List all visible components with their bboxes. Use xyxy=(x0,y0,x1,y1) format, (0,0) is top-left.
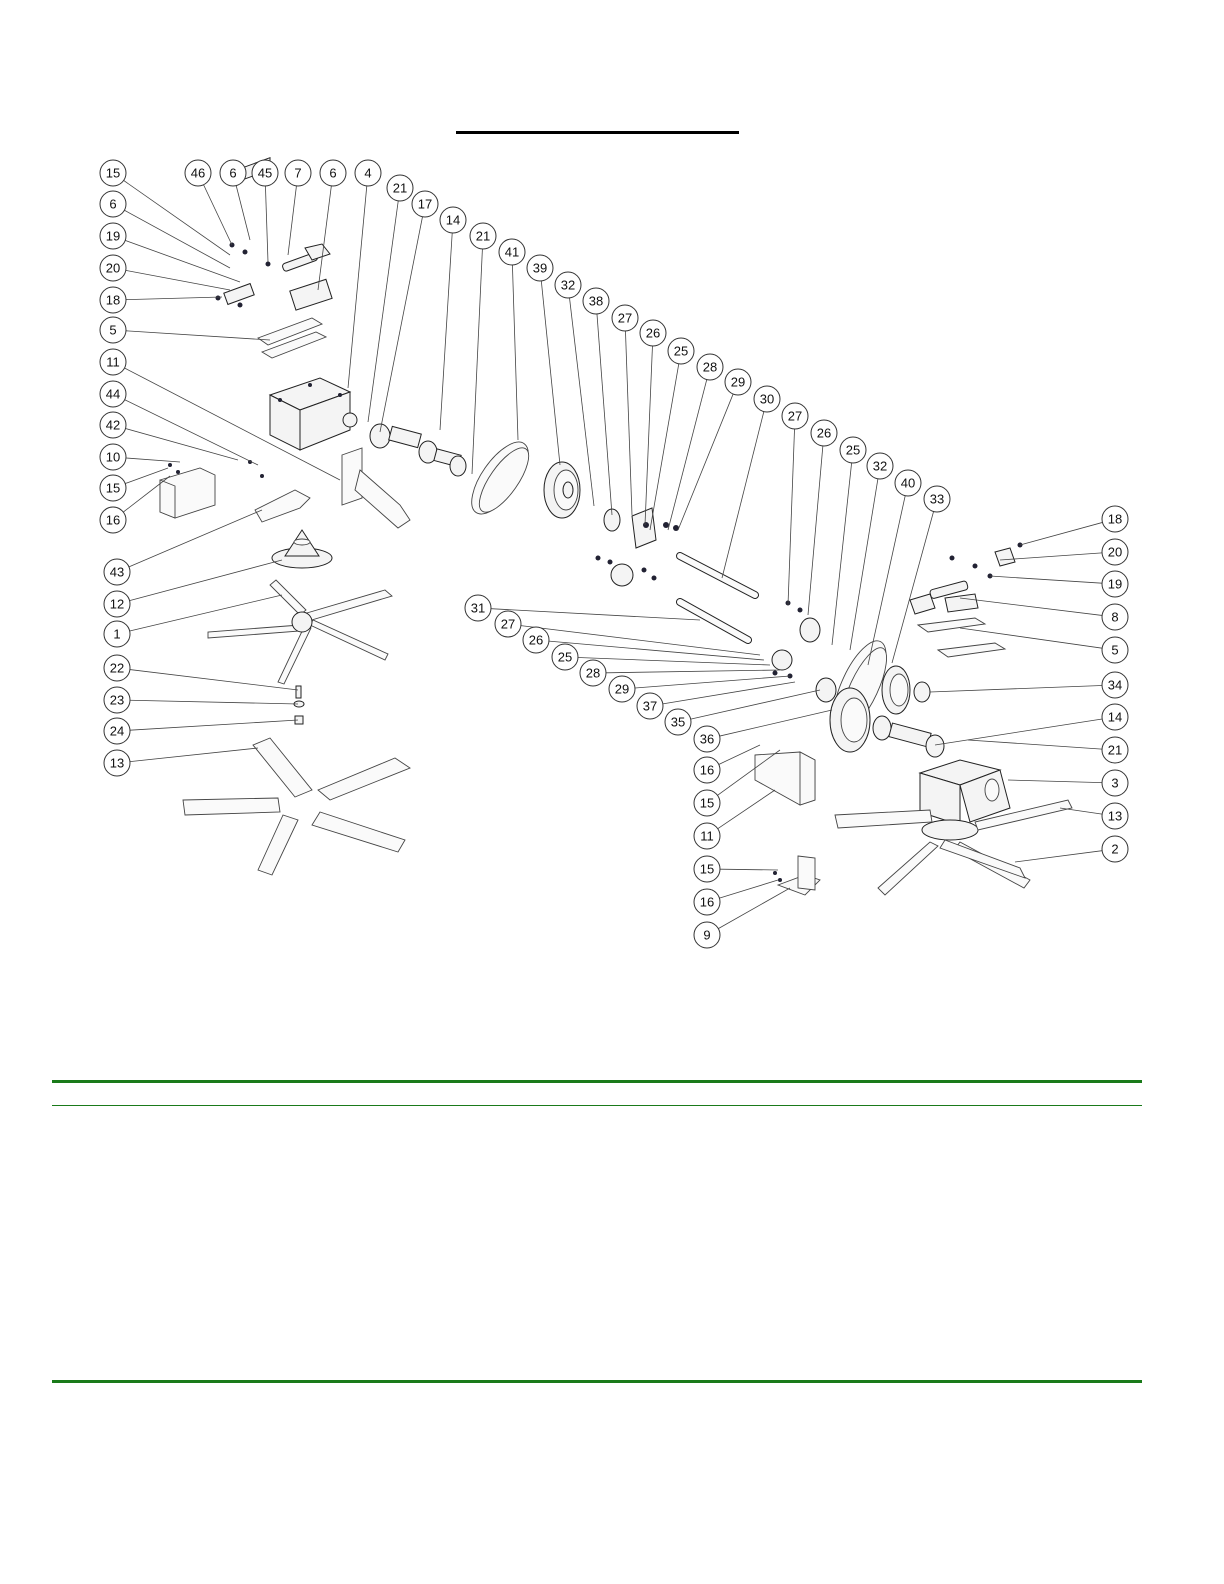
callout-label: 36 xyxy=(699,731,715,747)
callout-45 xyxy=(252,160,278,186)
callout-label: 28 xyxy=(702,359,718,375)
callout-label: 26 xyxy=(528,632,544,648)
callout-14 xyxy=(1102,704,1128,730)
callout-label: 33 xyxy=(929,491,945,507)
callout-10 xyxy=(100,444,126,470)
callout-25 xyxy=(668,338,694,364)
callout-label: 8 xyxy=(1111,609,1119,625)
leader-line xyxy=(265,186,268,262)
callout-27 xyxy=(612,305,638,331)
callout-label: 17 xyxy=(417,196,433,212)
leader-line xyxy=(1008,780,1102,783)
callout-3 xyxy=(1102,770,1128,796)
leader-line xyxy=(832,463,852,645)
callout-26 xyxy=(523,627,549,653)
callout-39 xyxy=(527,255,553,281)
leader-line xyxy=(1020,522,1102,545)
callout-20 xyxy=(100,255,126,281)
drive-shaft-14-right xyxy=(873,716,944,757)
gearbox-4 xyxy=(270,378,357,450)
bearing-flange-right xyxy=(772,601,820,679)
section-rule-bottom xyxy=(52,1380,1142,1383)
leader-line xyxy=(126,297,222,300)
callout-label: 6 xyxy=(109,196,117,212)
bolt-22 xyxy=(296,686,301,698)
callout-29 xyxy=(725,369,751,395)
leader-line xyxy=(850,479,878,650)
callout-16 xyxy=(694,889,720,915)
callout-label: 44 xyxy=(105,386,121,402)
leader-line xyxy=(718,888,790,929)
callout-24 xyxy=(104,718,130,744)
leader-line xyxy=(541,281,560,465)
leader-line xyxy=(719,745,760,764)
leader-line xyxy=(597,314,612,515)
callout-label: 13 xyxy=(109,755,125,771)
callout-label: 15 xyxy=(105,480,121,496)
callout-label: 26 xyxy=(645,325,661,341)
leader-line xyxy=(960,598,1102,615)
leader-line xyxy=(930,685,1102,692)
callout-33 xyxy=(924,486,950,512)
callout-31 xyxy=(465,595,491,621)
callout-label: 41 xyxy=(504,244,520,260)
callout-44 xyxy=(100,381,126,407)
callout-13 xyxy=(104,750,130,776)
leader-line xyxy=(663,682,795,704)
callout-label: 25 xyxy=(557,649,573,665)
callout-label: 18 xyxy=(1107,511,1123,527)
leader-line xyxy=(718,790,775,829)
bearing-flange-lower xyxy=(596,556,657,587)
leader-line xyxy=(125,240,240,282)
callout-label: 32 xyxy=(872,458,888,474)
wall-bracket-left xyxy=(160,463,215,518)
callout-21 xyxy=(387,175,413,201)
callout-label: 28 xyxy=(585,665,601,681)
callout-43 xyxy=(104,559,130,585)
callout-35 xyxy=(665,709,691,735)
leader-line xyxy=(512,265,518,440)
callout-label: 2 xyxy=(1111,841,1119,857)
leader-line xyxy=(348,186,367,388)
callout-23 xyxy=(104,687,130,713)
drive-shaft-14 xyxy=(370,424,466,476)
callout-11 xyxy=(694,823,720,849)
leader-line xyxy=(124,180,230,255)
callout-label: 29 xyxy=(614,681,630,697)
callout-label: 11 xyxy=(106,354,120,370)
leader-line xyxy=(788,429,795,605)
section-rule-top-thick xyxy=(52,1080,1142,1083)
leader-line xyxy=(549,641,764,660)
callout-19 xyxy=(100,223,126,249)
leader-line xyxy=(130,595,282,631)
leader-line xyxy=(491,609,700,620)
callout-21 xyxy=(470,223,496,249)
callout-46 xyxy=(185,160,211,186)
callout-8 xyxy=(1102,604,1128,630)
v-belt-41 xyxy=(461,433,539,522)
leader-line xyxy=(130,700,298,704)
callout-label: 21 xyxy=(1107,742,1123,758)
callout-38 xyxy=(583,288,609,314)
rotor-1 xyxy=(208,580,392,684)
callout-label: 42 xyxy=(105,417,121,433)
leader-line xyxy=(130,720,298,730)
callout-label: 20 xyxy=(1107,544,1123,560)
leader-line xyxy=(130,560,282,601)
callout-label: 24 xyxy=(109,723,125,739)
callout-label: 15 xyxy=(105,165,121,181)
callout-6 xyxy=(220,160,246,186)
callout-label: 16 xyxy=(105,512,121,528)
leader-line xyxy=(236,186,250,240)
callout-label: 37 xyxy=(642,698,658,714)
callout-label: 27 xyxy=(787,408,803,424)
callout-27 xyxy=(495,611,521,637)
callout-label: 39 xyxy=(532,260,548,276)
leader-line xyxy=(968,740,1102,749)
leader-line xyxy=(126,429,238,460)
callout-label: 30 xyxy=(759,391,775,407)
leader-line xyxy=(204,185,232,245)
callout-22 xyxy=(104,655,130,681)
callout-28 xyxy=(697,354,723,380)
callout-label: 15 xyxy=(699,795,715,811)
callout-label: 21 xyxy=(475,228,491,244)
callout-21 xyxy=(1102,737,1128,763)
callout-label: 27 xyxy=(617,310,633,326)
leader-line xyxy=(126,458,180,462)
callout-13 xyxy=(1102,803,1128,829)
callout-label: 32 xyxy=(560,277,576,293)
callout-label: 18 xyxy=(105,292,121,308)
callout-label: 29 xyxy=(730,374,746,390)
callout-34 xyxy=(1102,672,1128,698)
leader-line xyxy=(472,249,482,474)
callout-label: 5 xyxy=(109,322,117,338)
leader-line xyxy=(130,670,298,690)
leader-line xyxy=(625,331,632,515)
callout-32 xyxy=(555,272,581,298)
callout-label: 20 xyxy=(105,260,121,276)
callout-label: 16 xyxy=(699,894,715,910)
callout-label: 31 xyxy=(470,600,486,616)
callout-30 xyxy=(754,386,780,412)
callout-36 xyxy=(694,726,720,752)
bearing-flange-38 xyxy=(604,508,679,548)
support-arm-11 xyxy=(342,448,410,528)
blade-set-13-left xyxy=(183,738,410,875)
callout-25 xyxy=(840,437,866,463)
leader-line xyxy=(868,496,905,665)
callout-label: 14 xyxy=(1107,709,1123,725)
callout-label: 23 xyxy=(109,692,125,708)
callout-26 xyxy=(640,320,666,346)
callout-5 xyxy=(1102,637,1128,663)
callout-6 xyxy=(100,191,126,217)
pulley-33 xyxy=(882,666,930,714)
callout-15 xyxy=(100,475,126,501)
callout-15 xyxy=(694,790,720,816)
leader-line xyxy=(380,217,422,432)
callout-label: 46 xyxy=(190,165,206,181)
callout-18 xyxy=(1102,506,1128,532)
callout-label: 34 xyxy=(1107,677,1123,693)
leader-line xyxy=(130,748,258,762)
callout-20 xyxy=(1102,539,1128,565)
callout-label: 12 xyxy=(109,596,125,612)
link-plate-43 xyxy=(255,490,310,522)
leader-line xyxy=(635,676,790,688)
leader-line xyxy=(720,710,832,736)
callout-label: 6 xyxy=(229,165,237,181)
callout-19 xyxy=(1102,571,1128,597)
callout-label: 19 xyxy=(105,228,121,244)
callout-2 xyxy=(1102,836,1128,862)
parts-artwork xyxy=(160,158,1072,895)
section-rule-top-thin xyxy=(52,1105,1142,1106)
callout-42 xyxy=(100,412,126,438)
leader-line xyxy=(722,412,764,578)
callout-16 xyxy=(100,507,126,533)
leader-line xyxy=(1015,851,1102,862)
callout-label: 19 xyxy=(1107,576,1123,592)
leader-line xyxy=(645,346,652,525)
callout-label: 16 xyxy=(699,762,715,778)
callout-label: 35 xyxy=(670,714,686,730)
leader-line xyxy=(990,576,1102,583)
leader-line xyxy=(318,186,331,290)
callout-29 xyxy=(609,676,635,702)
callout-label: 21 xyxy=(392,180,408,196)
callout-label: 15 xyxy=(699,861,715,877)
callout-15 xyxy=(694,856,720,882)
callout-12 xyxy=(104,591,130,617)
callout-6 xyxy=(320,160,346,186)
pulley-39 xyxy=(544,462,580,518)
callout-label: 7 xyxy=(294,165,302,181)
leader-line xyxy=(440,233,452,430)
leader-line xyxy=(808,446,823,615)
callout-label: 43 xyxy=(109,564,125,580)
leader-line xyxy=(606,670,780,673)
leader-line xyxy=(678,394,733,530)
callout-15 xyxy=(100,160,126,186)
callout-label: 38 xyxy=(588,293,604,309)
callout-26 xyxy=(811,420,837,446)
callout-18 xyxy=(100,287,126,313)
callout-9 xyxy=(694,922,720,948)
callout-37 xyxy=(637,693,663,719)
callout-label: 25 xyxy=(673,343,689,359)
callout-label: 26 xyxy=(816,425,832,441)
leader-line xyxy=(125,400,258,465)
callout-label: 14 xyxy=(445,212,461,228)
callout-label: 13 xyxy=(1107,808,1123,824)
callout-7 xyxy=(285,160,311,186)
callout-25 xyxy=(552,644,578,670)
callout-label: 22 xyxy=(109,660,125,676)
callout-label: 6 xyxy=(329,165,337,181)
callout-14 xyxy=(440,207,466,233)
leader-line xyxy=(288,186,296,255)
leader-line xyxy=(935,719,1102,745)
callout-4 xyxy=(355,160,381,186)
leader-line xyxy=(1060,808,1102,814)
gearbox-3 xyxy=(920,760,1010,825)
leader-line xyxy=(129,510,262,567)
callout-40 xyxy=(895,470,921,496)
leader-line xyxy=(720,869,778,870)
callout-label: 1 xyxy=(113,626,121,642)
callout-41 xyxy=(499,239,525,265)
callout-11 xyxy=(100,349,126,375)
callout-label: 5 xyxy=(1111,642,1119,658)
callout-32 xyxy=(867,453,893,479)
leader-line xyxy=(1000,553,1102,560)
callout-5 xyxy=(100,317,126,343)
leader-line xyxy=(578,658,770,665)
callout-label: 10 xyxy=(105,449,121,465)
cone-hub-12 xyxy=(272,530,332,568)
callout-label: 40 xyxy=(900,475,916,491)
callout-28 xyxy=(580,660,606,686)
leader-line xyxy=(368,201,398,422)
callout-label: 27 xyxy=(500,616,516,632)
leader-line xyxy=(892,512,934,663)
callout-17 xyxy=(412,191,438,217)
callout-label: 3 xyxy=(1111,775,1119,791)
pulley-36 xyxy=(830,688,870,752)
leader-line xyxy=(719,880,778,898)
leader-line xyxy=(126,331,270,340)
callout-label: 45 xyxy=(257,165,273,181)
callout-label: 4 xyxy=(364,165,372,181)
leader-line xyxy=(126,270,230,290)
callout-label: 11 xyxy=(700,828,714,844)
leader-line xyxy=(691,690,820,719)
callout-1 xyxy=(104,621,130,647)
callout-27 xyxy=(782,403,808,429)
callout-label: 9 xyxy=(703,927,711,943)
callout-16 xyxy=(694,757,720,783)
callout-label: 25 xyxy=(845,442,861,458)
bracket-9 xyxy=(773,856,820,895)
